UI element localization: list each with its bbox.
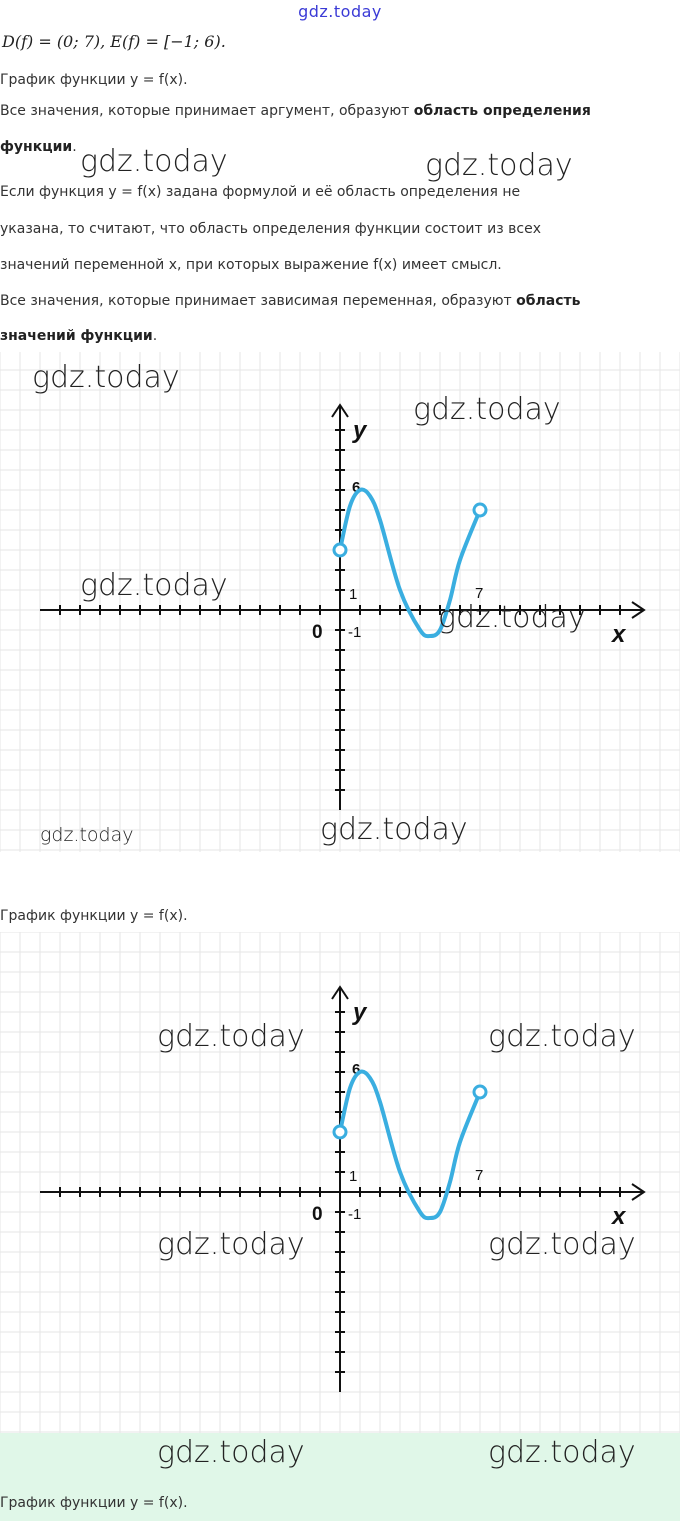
tick-label-minus-1: -1: [348, 1206, 362, 1223]
y-axis-label: y: [353, 417, 367, 444]
para1-line1: [0, 101, 591, 121]
x-axis-label: x: [612, 621, 626, 648]
para1-end: .: [72, 139, 77, 155]
tick-label-6: 6: [352, 479, 361, 496]
para2-line1: Если функция y = f(x) задана формулой и её область определения не: [0, 184, 521, 200]
tick-label-minus-1: -1: [348, 624, 362, 641]
watermark: gdz.today: [157, 1019, 305, 1054]
para3-line1: [0, 291, 581, 311]
para1-text: Все значения, которые принимает аргумент, образуют: [0, 103, 414, 119]
para3-line2: [0, 326, 157, 346]
watermark: gdz.today: [488, 1435, 636, 1470]
graph-2: [0, 932, 680, 1433]
caption-1: График функции y = f(x).: [0, 72, 188, 88]
watermark: gdz.today: [488, 1019, 636, 1054]
caption-3: График функции y = f(x).: [0, 1495, 188, 1511]
open-endpoint: [474, 504, 486, 516]
watermark: gdz.today: [320, 812, 468, 847]
para1-bold2: функции: [0, 139, 73, 155]
origin-label: 0: [312, 622, 323, 643]
watermark: gdz.today: [157, 1227, 305, 1262]
watermark: gdz.today: [488, 1227, 636, 1262]
site-watermark: gdz.today: [298, 2, 382, 21]
caption-2: График функции y = f(x).: [0, 908, 188, 924]
watermark: gdz.today: [413, 392, 561, 427]
tick-label-7: 7: [475, 585, 484, 602]
open-endpoint: [474, 1086, 486, 1098]
domain-range-formula: D(f) = (0; 7), E(f) = [−1; 6).: [2, 32, 226, 51]
para3-bold2: значений функции: [0, 328, 153, 344]
watermark: gdz.today: [425, 148, 573, 183]
open-endpoint: [334, 1126, 346, 1138]
tick-label-1: 1: [349, 1168, 358, 1185]
tick-label-6: 6: [352, 1061, 361, 1078]
watermark: gdz.today: [40, 824, 134, 846]
origin-label: 0: [312, 1204, 323, 1225]
para2-line2: указана, то считают, что область определения функции состоит из всех: [0, 221, 541, 237]
open-endpoint: [334, 544, 346, 556]
para3-text: Все значения, которые принимает зависимая переменная, образуют: [0, 293, 517, 309]
watermark: gdz.today: [80, 144, 228, 179]
watermark: gdz.today: [80, 568, 228, 603]
para3-end: .: [152, 328, 158, 344]
para2-line3: значений переменной x, при которых выражение f(x) имеет смысл.: [0, 257, 502, 273]
para1-bold: область определения: [413, 103, 591, 119]
watermark: gdz.today: [438, 600, 586, 635]
tick-label-7: 7: [475, 1167, 484, 1184]
watermark: gdz.today: [32, 360, 180, 395]
para1-line2: [0, 137, 77, 157]
y-axis-label: y: [353, 999, 367, 1026]
tick-label-1: 1: [349, 586, 358, 603]
para3-bold: область: [516, 293, 581, 309]
watermark: gdz.today: [157, 1435, 305, 1470]
x-axis-label: x: [612, 1203, 626, 1230]
function-graph-2: [0, 932, 680, 1433]
